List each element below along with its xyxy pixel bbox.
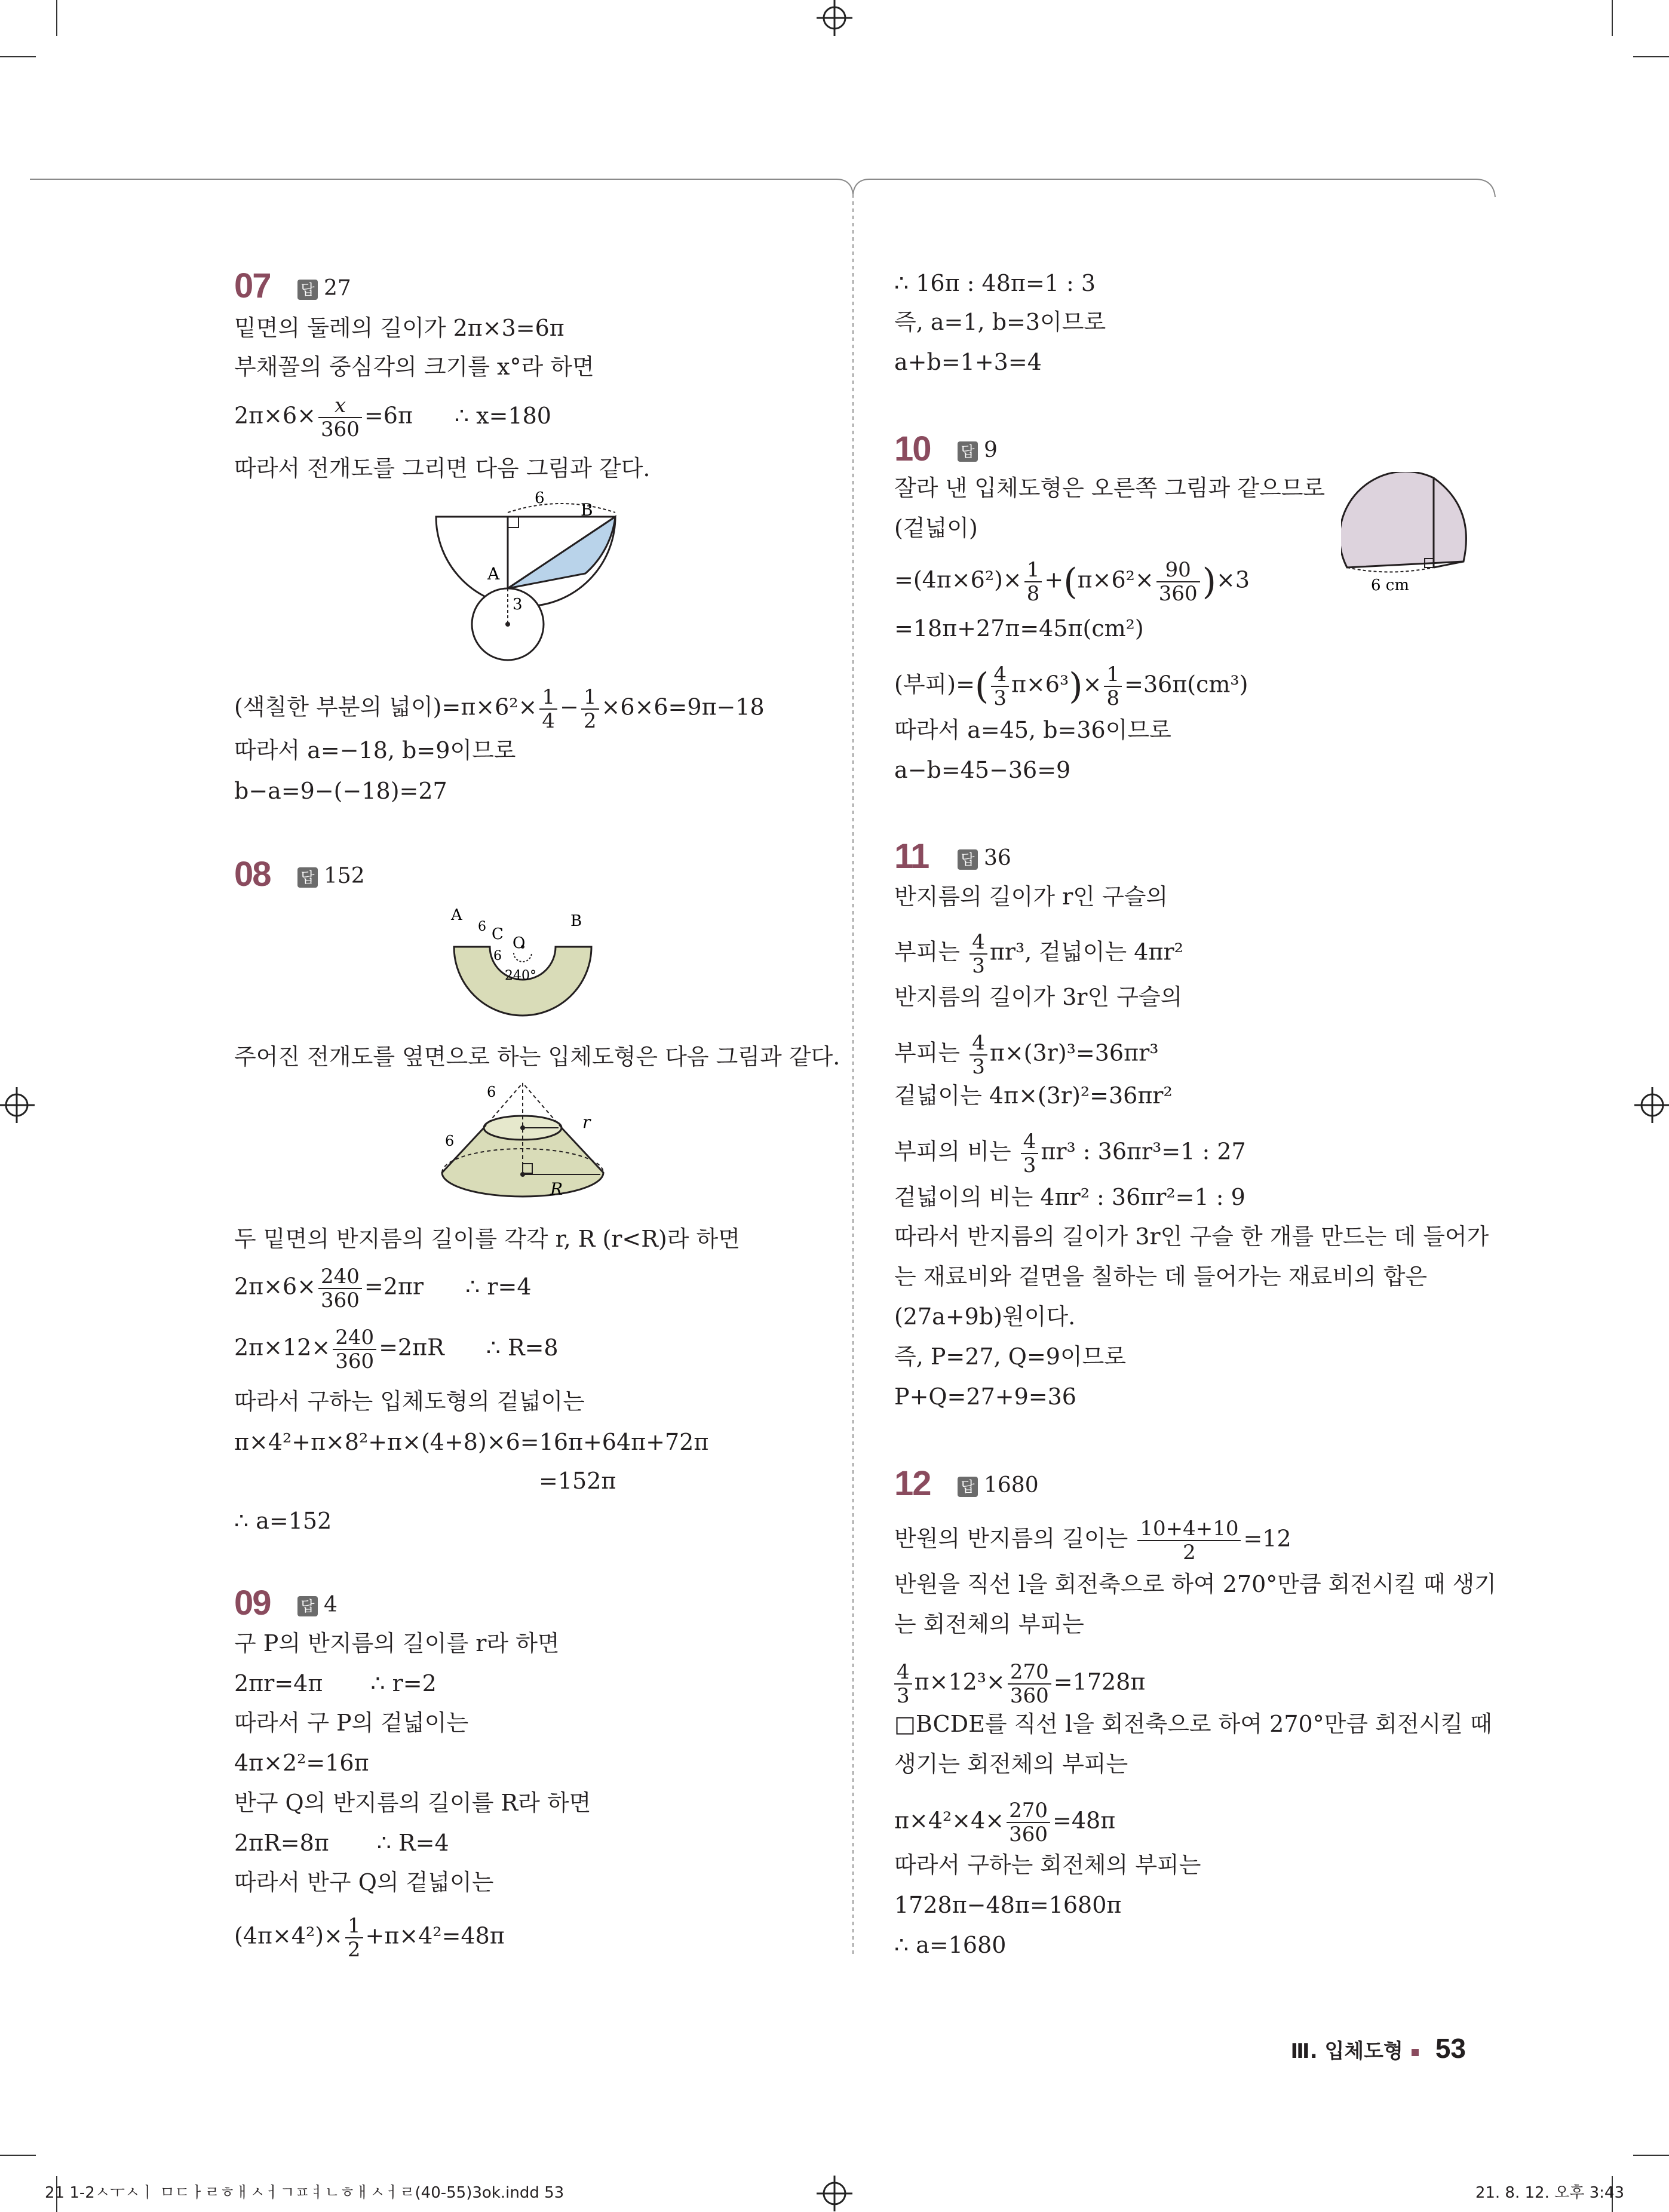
eq-part: ∴ x=180 bbox=[454, 402, 551, 429]
text-line: 따라서 전개도를 그리면 다음 그림과 같다. bbox=[234, 455, 651, 481]
equation-line: π×4²×4× $\frac{270}{360}$ =48π bbox=[894, 1799, 1116, 1846]
text-line: b−a=9−(−18)=27 bbox=[234, 778, 447, 804]
fig-label: 6 cm bbox=[1371, 576, 1410, 594]
fig-label: A bbox=[487, 564, 500, 584]
text-line: 따라서 반지름의 길이가 3r인 구슬 한 개를 만드는 데 들어가 bbox=[894, 1223, 1489, 1250]
text-line: 생기는 회전체의 부피는 bbox=[894, 1751, 1128, 1777]
fraction: $\frac{10+4+10}{2}$ bbox=[1137, 1517, 1241, 1564]
text-line: 4π×2²=16π bbox=[234, 1750, 369, 1776]
problem-number-07: 07 bbox=[234, 266, 271, 305]
fraction: $\frac{240}{360}$ bbox=[333, 1326, 376, 1373]
fig-label: A bbox=[451, 906, 462, 924]
equation-line: 부피는 $\frac{4}{3}$ π×(3r)³=36πr³ bbox=[894, 1031, 1159, 1079]
answer-07 bbox=[297, 276, 351, 300]
text-line: ∴ a=1680 bbox=[894, 1932, 1007, 1958]
answer-value: 27 bbox=[324, 276, 351, 300]
figure-07-net bbox=[430, 490, 627, 663]
equation-line: (색칠한 부분의 넓이)=π×6²× $\frac{1}{4}$ − $\frac{1}{2}$ ×6×6=9π−18 bbox=[234, 685, 765, 733]
fraction: $\frac{4}{3}$ bbox=[970, 931, 987, 977]
fig-label: r bbox=[582, 1112, 591, 1132]
fraction: $\frac{4}{3}$ bbox=[1021, 1130, 1039, 1177]
fraction: $\frac{90}{360}$ bbox=[1156, 559, 1200, 605]
text-line: 부채꼴의 중심각의 크기를 x°라 하면 bbox=[234, 354, 594, 380]
text-line: a−b=45−36=9 bbox=[894, 757, 1071, 783]
text-line: 겉넓이의 비는 4πr² : 36πr²=1 : 9 bbox=[894, 1184, 1245, 1210]
fig-label: O bbox=[513, 934, 526, 952]
problem-number-09: 09 bbox=[234, 1584, 271, 1622]
equation-line: =(4π×6²)× $\frac{1}{8}$ +(π×6²× $\frac{90}{360}$ )×3 bbox=[894, 558, 1250, 606]
text-line: π×4²+π×8²+π×(4+8)×6=16π+64π+72π bbox=[234, 1429, 709, 1455]
fraction: $\frac{1}{2}$ bbox=[345, 1915, 363, 1961]
fig-label: R bbox=[550, 1179, 563, 1199]
text-line: 는 재료비와 겉면을 칠하는 데 들어가는 재료비의 합은 bbox=[894, 1263, 1428, 1290]
fig-label: 3 bbox=[513, 596, 523, 613]
equation-line: 2π×12× $\frac{240}{360}$ =2πR ∴ R=8 bbox=[234, 1326, 559, 1373]
equation-line: 부피는 $\frac{4}{3}$ πr³, 겉넓이는 4πr² bbox=[894, 930, 1183, 978]
equation-line bbox=[234, 394, 551, 441]
text-line: 따라서 구하는 회전체의 부피는 bbox=[894, 1852, 1201, 1878]
text-line: (겉넓이) bbox=[894, 515, 978, 541]
text-line: 반원을 직선 l을 회전축으로 하여 270°만큼 회전시킬 때 생기 bbox=[894, 1571, 1496, 1597]
equation-line: 2πr=4π ∴ r=2 bbox=[234, 1670, 437, 1696]
answer-badge-icon: 답 bbox=[958, 441, 978, 462]
page-footer bbox=[1291, 2032, 1466, 2064]
print-slug-date: 21. 8. 12. 오후 3:43 bbox=[1475, 2184, 1624, 2202]
text-line: 구 P의 반지름의 길이를 r라 하면 bbox=[234, 1630, 560, 1656]
equation-line: 부피의 비는 $\frac{4}{3}$ πr³ : 36πr³=1 : 27 bbox=[894, 1130, 1246, 1177]
text-line: 두 밑면의 반지름의 길이를 각각 r, R (r<R)라 하면 bbox=[234, 1226, 740, 1252]
fraction: $\frac{4}{3}$ bbox=[991, 663, 1009, 710]
text-line: a+b=1+3=4 bbox=[894, 349, 1042, 375]
fraction: $\frac{4}{3}$ bbox=[894, 1661, 912, 1707]
problem-number-11: 11 bbox=[894, 837, 929, 876]
fig-label: C bbox=[492, 925, 504, 943]
problem-number-12: 12 bbox=[894, 1464, 931, 1503]
square-bullet-icon bbox=[1412, 2049, 1419, 2056]
answer-badge-icon: 답 bbox=[958, 1477, 978, 1497]
fig-label: 6 bbox=[493, 949, 502, 964]
eq-part: =6π bbox=[364, 402, 413, 429]
text-line: 즉, a=1, b=3이므로 bbox=[894, 309, 1106, 335]
text-line: =18π+27π=45π(cm²) bbox=[894, 615, 1144, 642]
answer-badge-icon: 답 bbox=[297, 867, 318, 888]
answer-08: 답 152 bbox=[297, 864, 365, 888]
fig-label: B bbox=[581, 500, 593, 520]
text-line: 따라서 a=45, b=36이므로 bbox=[894, 717, 1171, 743]
fraction: $\frac{x}{360}$ bbox=[318, 394, 362, 441]
eq-part: 2π×6× bbox=[234, 402, 317, 429]
text-line: P+Q=27+9=36 bbox=[894, 1383, 1076, 1410]
text-line: 따라서 구 P의 겉넓이는 bbox=[234, 1710, 469, 1736]
text-line: 반지름의 길이가 r인 구슬의 bbox=[894, 883, 1168, 910]
text-line: (27a+9b)원이다. bbox=[894, 1303, 1076, 1330]
equation-line: (4π×4²)× $\frac{1}{2}$ +π×4²=48π bbox=[234, 1914, 505, 1962]
equation-line: 2πR=8π ∴ R=4 bbox=[234, 1830, 449, 1856]
text-line: □BCDE를 직선 l을 회전축으로 하여 270°만큼 회전시킬 때 bbox=[894, 1711, 1492, 1737]
text-line: 주어진 전개도를 옆면으로 하는 입체도형은 다음 그림과 같다. bbox=[234, 1044, 840, 1070]
problem-number-08: 08 bbox=[234, 855, 271, 894]
text-line: 잘라 낸 입체도형은 오른쪽 그림과 같으므로 bbox=[894, 475, 1326, 501]
text-line: 따라서 반구 Q의 겉넓이는 bbox=[234, 1869, 494, 1895]
text-line: 반지름의 길이가 3r인 구슬의 bbox=[894, 984, 1183, 1010]
answer-09: 답 4 bbox=[297, 1593, 338, 1617]
text-line: ∴ 16π : 48π=1 : 3 bbox=[894, 270, 1096, 296]
fraction: $\frac{1}{8}$ bbox=[1104, 663, 1122, 710]
text-line: 겉넓이는 4π×(3r)²=36πr² bbox=[894, 1082, 1173, 1109]
print-slug-file: 21 1-2ㅅㅜㅅㅣ ㅁㄷㅏㄹㅎㅐㅅㅓㄱㅍㅕㄴㅎㅐㅅㅓㄹ(40-55)3ok.indd 53 bbox=[45, 2184, 564, 2202]
text-line: 1728π−48π=1680π bbox=[894, 1892, 1122, 1918]
text-line: 반구 Q의 반지름의 길이를 R라 하면 bbox=[234, 1790, 591, 1816]
fraction: $\frac{1}{4}$ bbox=[539, 686, 557, 732]
answer-10: 답 9 bbox=[958, 438, 998, 462]
problem-number-10: 10 bbox=[894, 429, 931, 468]
text-line: ∴ a=152 bbox=[234, 1508, 332, 1534]
fraction: $\frac{1}{8}$ bbox=[1024, 559, 1042, 605]
page-number: 53 bbox=[1435, 2033, 1466, 2064]
fig-label: 6 bbox=[445, 1133, 455, 1149]
fig-label: 6 bbox=[478, 919, 486, 934]
answer-11: 답 36 bbox=[958, 846, 1011, 870]
section-title: Ⅲ. 입체도형 bbox=[1290, 2039, 1403, 2063]
fig-label: B bbox=[570, 912, 582, 930]
answer-badge-icon: 답 bbox=[297, 280, 318, 300]
fraction: $\frac{270}{360}$ bbox=[1007, 1799, 1050, 1846]
answer-badge-icon: 답 bbox=[297, 1596, 318, 1616]
figure-08-frustum bbox=[433, 1080, 612, 1205]
equation-line: 반원의 반지름의 길이는 $\frac{10+4+10}{2}$ =12 bbox=[894, 1517, 1291, 1564]
equation-line: (부피)=( $\frac{4}{3}$ π×6³)× $\frac{1}{8}$ =36π(cm³) bbox=[894, 662, 1248, 710]
fig-label: 6 bbox=[535, 490, 545, 507]
figure-08-net bbox=[442, 899, 603, 1045]
answer-badge-icon: 답 bbox=[958, 849, 978, 870]
fraction: $\frac{4}{3}$ bbox=[970, 1032, 987, 1078]
text-line: =152π bbox=[539, 1468, 616, 1494]
text-line: 밑면의 둘레의 길이가 2π×3=6π bbox=[234, 315, 564, 341]
fig-label: 240° bbox=[505, 968, 536, 983]
answer-12: 답 1680 bbox=[958, 1473, 1039, 1498]
fraction: $\frac{240}{360}$ bbox=[318, 1265, 362, 1312]
fig-label: 6 bbox=[487, 1084, 496, 1100]
equation-line: 2π×6× $\frac{240}{360}$ =2πr ∴ r=4 bbox=[234, 1265, 532, 1312]
text-line: 따라서 구하는 입체도형의 겉넓이는 bbox=[234, 1388, 585, 1415]
fraction: $\frac{1}{2}$ bbox=[581, 686, 599, 732]
figure-10-solid bbox=[1341, 472, 1478, 597]
text-line: 따라서 a=−18, b=9이므로 bbox=[234, 737, 516, 763]
text-line: 는 회전체의 부피는 bbox=[894, 1611, 1084, 1637]
fraction: $\frac{270}{360}$ bbox=[1008, 1661, 1051, 1707]
equation-line: $\frac{4}{3}$ π×12³× $\frac{270}{360}$ =1728π bbox=[894, 1661, 1145, 1707]
text-line: 즉, P=27, Q=9이므로 bbox=[894, 1343, 1127, 1370]
